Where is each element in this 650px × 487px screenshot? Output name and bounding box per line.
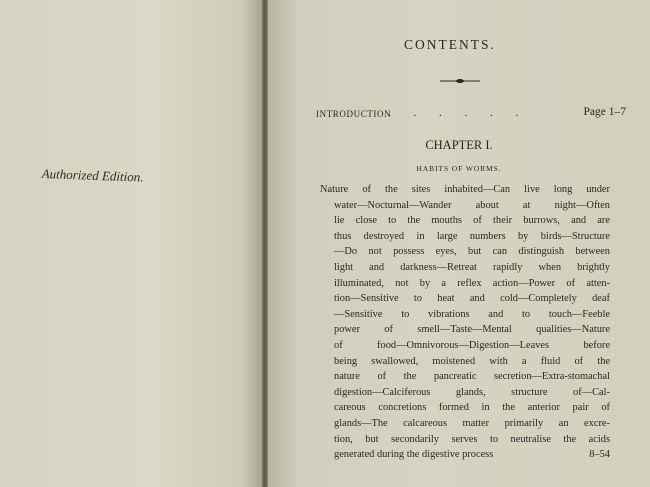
summary-line: glands—The calcareous matter primarily an excre-: [334, 417, 610, 429]
introduction-label: INTRODUCTION: [316, 109, 392, 119]
summary-line: —Sensitive to vibrations and to touch—Feeble: [334, 308, 610, 320]
summary-line: tion—Sensitive to heat and cold—Completely deaf: [334, 293, 610, 305]
chapter-pages: 8–54: [589, 449, 610, 461]
summary-line: thus destroyed in large numbers by birds—Structure: [334, 230, 610, 242]
summary-line: —Do not possess eyes, but can distinguish between: [334, 246, 610, 258]
summary-line: careous concretions formed in the anterior pair of: [334, 402, 610, 414]
summary-line: Nature of the sites inhabited—Can live long under: [320, 184, 610, 195]
summary-line: digestion—Calciferous glands, structure of—Cal-: [334, 386, 610, 398]
leader-dots: . . . . . .: [388, 107, 529, 119]
contents-heading: CONTENTS.: [404, 37, 496, 52]
summary-line: light and darkness—Retreat rapidly when brightly: [334, 261, 610, 273]
summary-line: illuminated, not by a reflex action—Power of atten-: [334, 277, 610, 289]
summary-line: of food—Omnivorous—Digestion—Leaves before: [334, 339, 610, 351]
left-page: [0, 0, 262, 487]
summary-line: tion, but secondarily serves to neutralise the acids: [334, 433, 610, 445]
chapter-summary: [320, 182, 610, 463]
chapter-subtitle: HABITS OF WORMS.: [416, 164, 502, 173]
introduction-pages: Page 1–7: [583, 106, 626, 118]
ornament-divider-icon: [440, 78, 480, 84]
summary-line: water—Nocturnal—Wander about at night—Often: [334, 199, 610, 211]
introduction-entry: [316, 107, 628, 123]
summary-line: power of smell—Taste—Mental qualities—Nature: [334, 324, 610, 336]
summary-line-final: [334, 447, 610, 463]
summary-line: nature of the pancreatic secretion—Extra-stomachal: [334, 371, 610, 383]
summary-line-text: generated during the digestive process: [334, 449, 494, 461]
summary-line: lie close to the mouths of their burrows, and are: [334, 215, 610, 227]
chapter-title: CHAPTER I.: [425, 138, 493, 152]
edition-note: Authorized Edition.: [41, 166, 144, 185]
summary-line: being swallowed, moistened with a fluid of the: [334, 355, 610, 367]
